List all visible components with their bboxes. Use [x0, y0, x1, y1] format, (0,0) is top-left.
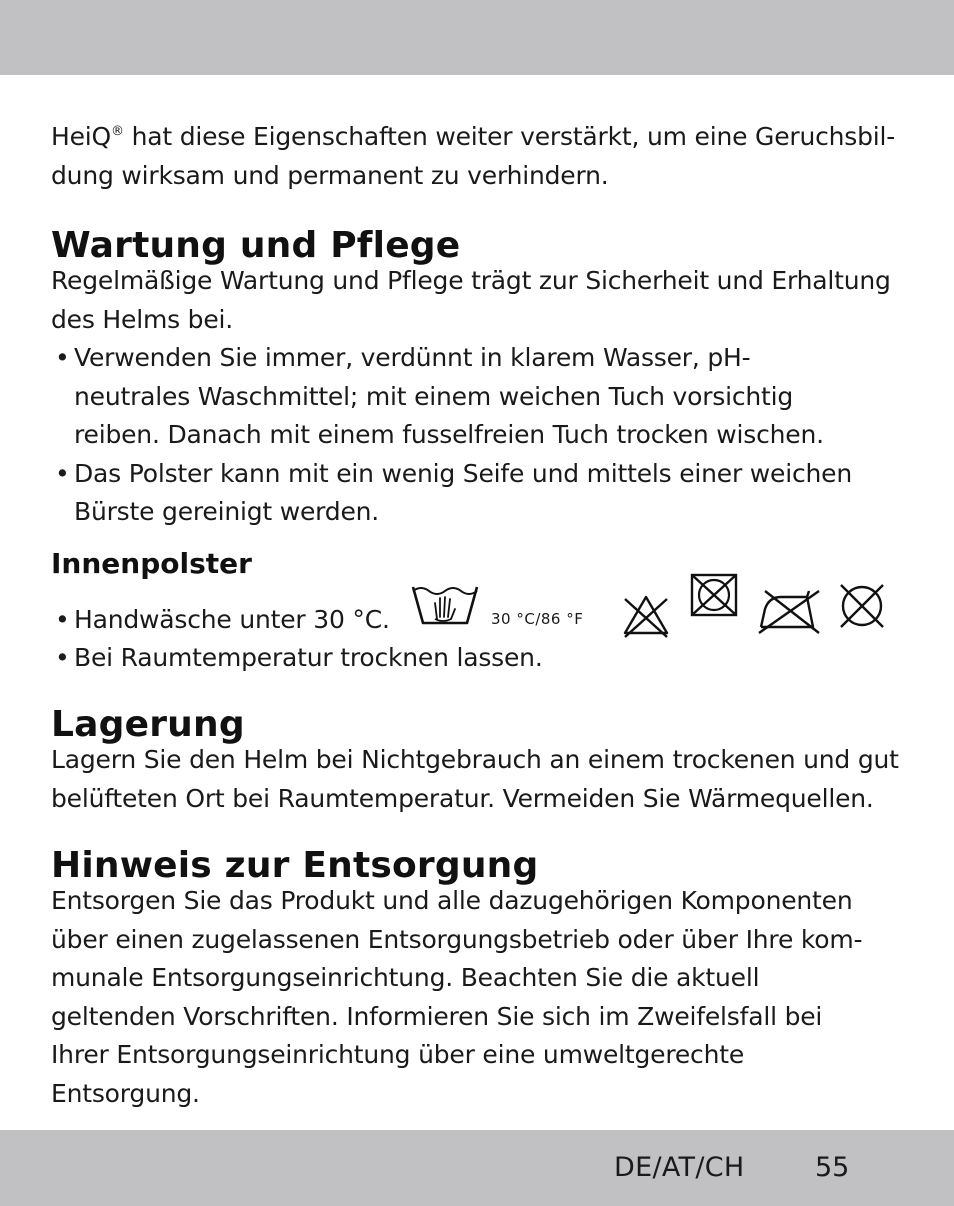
- registered-mark: ®: [111, 124, 124, 139]
- no-iron-icon: [755, 587, 823, 637]
- storage-paragraph: Lagern Sie den Helm bei Nichtgebrauch an einem trockenen und gut belüfteten Ort bei Raumtemperatur. Vermeiden Sie Wärmequellen.: [51, 745, 899, 813]
- header-band: [0, 0, 954, 75]
- no-tumble-dry-icon: [689, 573, 739, 617]
- disposal-paragraph: Entsorgen Sie das Produkt und alle dazugehörigen Komponenten über einen zugelassenen Entsorgungsbetrieb oder über Ihre kom-munale Entsorgungseinrichtung. Beachten Sie die aktuell geltenden Vorschriften. Informieren Sie sich im Zweifelsfall bei Ihrer Entsorgungseinrichtung über eine umweltgerechte Entsorgung.: [51, 886, 863, 1108]
- padding-heading: Innenpolster: [51, 546, 252, 580]
- footer-band: [0, 1130, 954, 1206]
- brand-name: HeiQ: [51, 122, 112, 151]
- wash-temperature: 30 °C/86 °F: [491, 609, 584, 628]
- page-number: 55: [815, 1152, 850, 1183]
- maintenance-heading: Wartung und Pflege: [51, 225, 461, 266]
- hand-wash-text: • Handwäsche unter 30 °C.: [51, 601, 390, 640]
- footer-region: DE/AT/CH: [614, 1152, 745, 1183]
- no-dry-clean-icon: [837, 581, 887, 631]
- no-bleach-icon: [621, 593, 671, 639]
- maintenance-bullet-1: • Verwenden Sie immer, verdünnt in klarem Wasser, pH-neutrales Waschmittel; mit einem weichen Tuch vorsichtig reiben. Danach mit einem fusselfreien Tuch trocken wischen.: [51, 339, 906, 455]
- dry-instruction: • Bei Raumtemperatur trocknen lassen.: [51, 639, 906, 678]
- disposal-heading: Hinweis zur Entsorgung: [51, 845, 539, 886]
- maintenance-bullet-2: • Das Polster kann mit ein wenig Seife und mittels einer weichen Bürste gereinigt werden.: [51, 455, 906, 532]
- maintenance-paragraph: Regelmäßige Wartung und Pflege trägt zur Sicherheit und Erhaltung des Helms bei.: [51, 266, 891, 334]
- storage-heading: Lagerung: [51, 704, 245, 745]
- care-instructions-row: [51, 601, 906, 639]
- intro-line-1: [51, 118, 906, 157]
- intro-text: hat diese Eigenschaften weiter verstärkt, um eine Geruchsbil-: [123, 122, 896, 151]
- page-content: [51, 118, 906, 1113]
- intro-line-2: dung wirksam und permanent zu verhindern.: [51, 160, 609, 190]
- hand-wash-icon: [411, 583, 481, 629]
